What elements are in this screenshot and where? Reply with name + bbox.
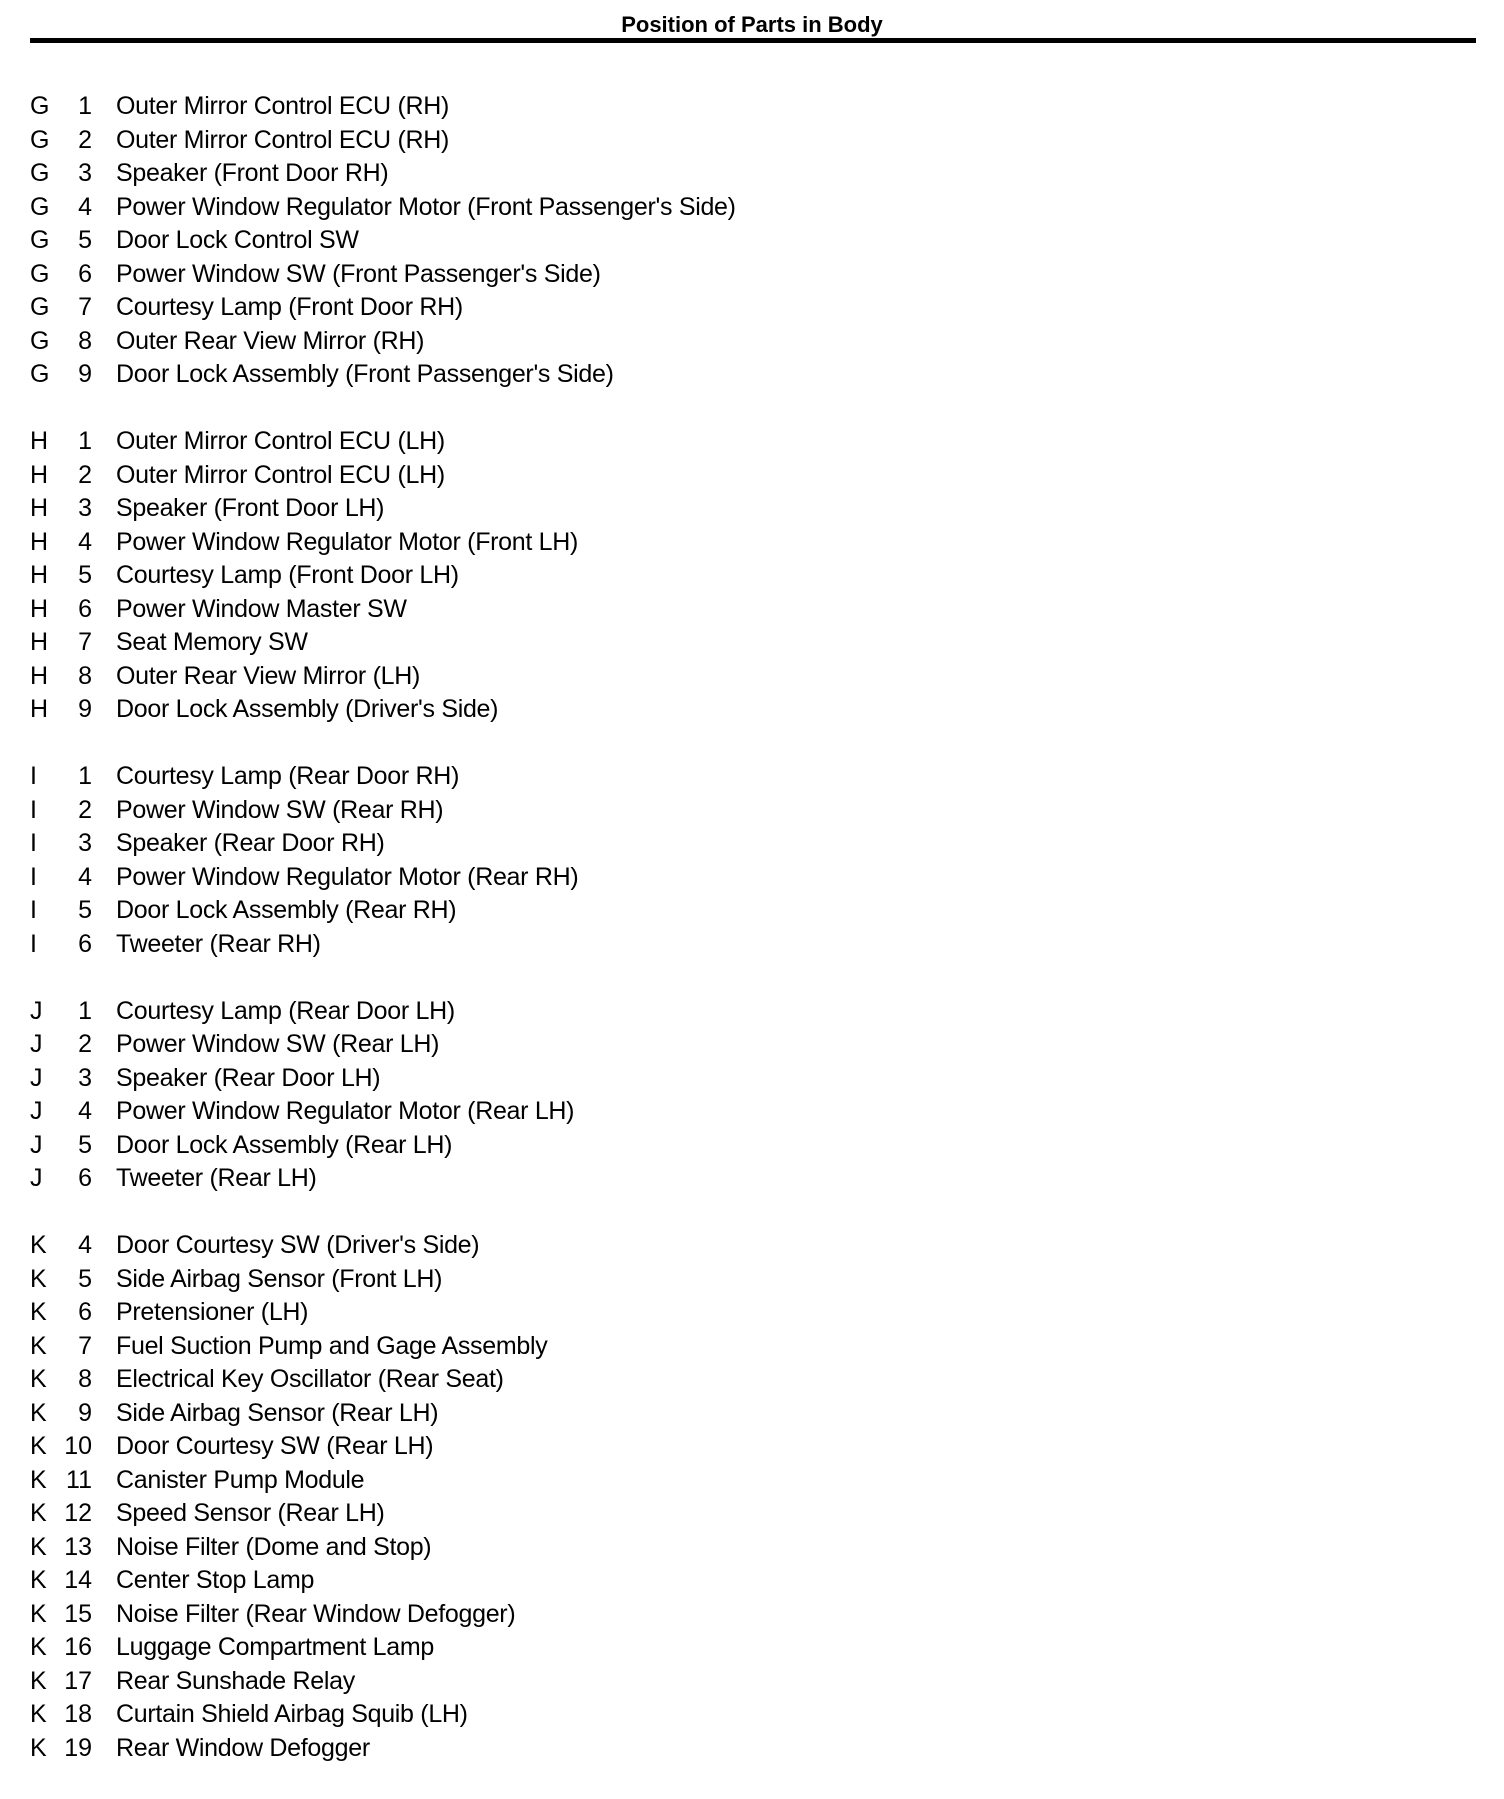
part-number: 1 bbox=[78, 762, 92, 790]
part-row bbox=[30, 760, 1470, 794]
title-divider bbox=[30, 38, 1476, 43]
part-number: 19 bbox=[64, 1733, 92, 1762]
part-description: Courtesy Lamp (Front Door LH) bbox=[116, 561, 459, 589]
part-location-code: G bbox=[30, 293, 50, 321]
part-location-code: K bbox=[30, 1566, 47, 1594]
part-row bbox=[30, 593, 1470, 627]
part-description: Power Window Regulator Motor (Rear LH) bbox=[116, 1097, 575, 1125]
part-description: Luggage Compartment Lamp bbox=[116, 1633, 434, 1661]
part-location-code: H bbox=[30, 594, 49, 623]
part-row bbox=[30, 1129, 1470, 1163]
part-row bbox=[30, 1162, 1470, 1196]
part-location-code: I bbox=[30, 795, 37, 824]
part-row bbox=[30, 492, 1470, 526]
part-number: 7 bbox=[78, 628, 92, 656]
part-location-code: I bbox=[30, 862, 37, 891]
part-row bbox=[30, 559, 1470, 593]
part-description: Courtesy Lamp (Rear Door LH) bbox=[116, 996, 455, 1025]
parts-group-j bbox=[30, 995, 1470, 1196]
part-number: 3 bbox=[78, 829, 92, 857]
part-description: Fuel Suction Pump and Gage Assembly bbox=[116, 1331, 548, 1360]
part-location-code: K bbox=[30, 1331, 47, 1360]
part-row bbox=[30, 124, 1470, 158]
part-number: 2 bbox=[78, 125, 92, 154]
part-row bbox=[30, 1363, 1470, 1397]
page-title: Position of Parts in Body bbox=[621, 12, 883, 37]
part-location-code: K bbox=[30, 1365, 47, 1393]
part-number: 8 bbox=[78, 326, 92, 355]
part-location-code: G bbox=[30, 360, 50, 388]
part-location-code: K bbox=[30, 1465, 47, 1494]
part-number: 8 bbox=[78, 1365, 92, 1393]
part-description: Power Window Regulator Motor (Front Passenger's Side) bbox=[116, 192, 736, 221]
part-location-code: G bbox=[30, 125, 50, 154]
parts-group-g bbox=[30, 90, 1470, 392]
part-row bbox=[30, 1665, 1470, 1699]
part-description: Outer Rear View Mirror (RH) bbox=[116, 326, 425, 355]
part-row bbox=[30, 1229, 1470, 1263]
part-number: 14 bbox=[64, 1566, 92, 1594]
part-row bbox=[30, 90, 1470, 124]
part-description: Power Window SW (Rear RH) bbox=[116, 795, 444, 824]
part-location-code: H bbox=[30, 460, 49, 489]
part-row bbox=[30, 827, 1470, 861]
part-description: Door Courtesy SW (Rear LH) bbox=[116, 1432, 434, 1460]
part-description: Speaker (Front Door LH) bbox=[116, 494, 385, 522]
part-location-code: H bbox=[30, 494, 49, 522]
part-row bbox=[30, 1296, 1470, 1330]
part-number: 9 bbox=[78, 695, 92, 723]
part-location-code: H bbox=[30, 527, 49, 556]
part-number: 2 bbox=[78, 460, 92, 489]
part-location-code: K bbox=[30, 1733, 47, 1762]
part-location-code: K bbox=[30, 1599, 47, 1628]
part-number: 4 bbox=[78, 1097, 92, 1125]
part-description: Power Window Regulator Motor (Front LH) bbox=[116, 527, 579, 556]
part-location-code: G bbox=[30, 92, 50, 120]
part-description: Courtesy Lamp (Rear Door RH) bbox=[116, 762, 460, 790]
part-row bbox=[30, 1062, 1470, 1096]
part-description: Courtesy Lamp (Front Door RH) bbox=[116, 293, 463, 321]
part-row bbox=[30, 191, 1470, 225]
part-row bbox=[30, 693, 1470, 727]
part-row bbox=[30, 1564, 1470, 1598]
part-location-code: J bbox=[30, 996, 43, 1025]
part-location-code: G bbox=[30, 326, 50, 355]
part-description: Door Lock Control SW bbox=[116, 226, 359, 254]
part-location-code: G bbox=[30, 259, 50, 288]
part-description: Door Lock Assembly (Front Passenger's Side) bbox=[116, 360, 614, 388]
part-location-code: I bbox=[30, 896, 37, 924]
part-location-code: K bbox=[30, 1432, 47, 1460]
part-row bbox=[30, 1397, 1470, 1431]
part-number: 9 bbox=[78, 1398, 92, 1427]
part-number: 3 bbox=[78, 494, 92, 522]
part-location-code: G bbox=[30, 192, 50, 221]
part-location-code: J bbox=[30, 1097, 43, 1125]
part-location-code: H bbox=[30, 661, 49, 690]
part-description: Side Airbag Sensor (Front LH) bbox=[116, 1264, 443, 1293]
part-location-code: K bbox=[30, 1666, 47, 1695]
part-row bbox=[30, 1698, 1470, 1732]
part-number: 4 bbox=[78, 1231, 92, 1259]
parts-group-h bbox=[30, 425, 1470, 727]
part-description: Seat Memory SW bbox=[116, 628, 308, 656]
part-row bbox=[30, 995, 1470, 1029]
part-number: 11 bbox=[66, 1465, 92, 1494]
part-number: 5 bbox=[78, 896, 92, 924]
part-description: Outer Mirror Control ECU (RH) bbox=[116, 125, 449, 154]
part-location-code: K bbox=[30, 1231, 47, 1259]
part-description: Electrical Key Oscillator (Rear Seat) bbox=[116, 1365, 504, 1393]
part-row bbox=[30, 459, 1470, 493]
part-row bbox=[30, 1598, 1470, 1632]
part-number: 5 bbox=[78, 1130, 92, 1159]
part-location-code: J bbox=[30, 1164, 43, 1192]
part-number: 15 bbox=[64, 1599, 92, 1628]
part-number: 13 bbox=[64, 1532, 92, 1561]
part-row bbox=[30, 157, 1470, 191]
part-number: 9 bbox=[78, 360, 92, 388]
part-location-code: K bbox=[30, 1298, 47, 1326]
part-location-code: H bbox=[30, 695, 49, 723]
part-location-code: I bbox=[30, 929, 37, 958]
part-location-code: K bbox=[30, 1398, 47, 1427]
part-row bbox=[30, 526, 1470, 560]
part-number: 2 bbox=[78, 1030, 92, 1058]
part-row bbox=[30, 1497, 1470, 1531]
part-row bbox=[30, 861, 1470, 895]
part-row bbox=[30, 1330, 1470, 1364]
part-description: Rear Sunshade Relay bbox=[116, 1666, 355, 1695]
part-location-code: K bbox=[30, 1700, 47, 1728]
part-description: Tweeter (Rear LH) bbox=[116, 1164, 317, 1192]
part-description: Outer Mirror Control ECU (RH) bbox=[116, 92, 449, 120]
part-number: 6 bbox=[78, 929, 92, 958]
part-row bbox=[30, 660, 1470, 694]
part-location-code: G bbox=[30, 226, 50, 254]
part-row bbox=[30, 1028, 1470, 1062]
part-location-code: H bbox=[30, 628, 49, 656]
part-number: 7 bbox=[78, 293, 92, 321]
part-number: 1 bbox=[78, 92, 92, 120]
part-number: 6 bbox=[78, 594, 92, 623]
part-number: 17 bbox=[64, 1666, 92, 1695]
part-description: Center Stop Lamp bbox=[116, 1566, 315, 1594]
part-location-code: J bbox=[30, 1130, 43, 1159]
part-number: 4 bbox=[78, 527, 92, 556]
part-number: 6 bbox=[78, 1298, 92, 1326]
part-row bbox=[30, 224, 1470, 258]
part-description: Door Courtesy SW (Driver's Side) bbox=[116, 1231, 480, 1259]
part-location-code: I bbox=[30, 829, 37, 857]
part-location-code: K bbox=[30, 1532, 47, 1561]
part-number: 3 bbox=[78, 1063, 92, 1092]
part-number: 6 bbox=[78, 259, 92, 288]
part-number: 18 bbox=[64, 1700, 92, 1728]
part-description: Curtain Shield Airbag Squib (LH) bbox=[116, 1700, 468, 1728]
part-row bbox=[30, 894, 1470, 928]
part-description: Speaker (Rear Door LH) bbox=[116, 1063, 381, 1092]
part-description: Outer Mirror Control ECU (LH) bbox=[116, 460, 445, 489]
part-location-code: H bbox=[30, 561, 49, 589]
part-row bbox=[30, 928, 1470, 962]
parts-list bbox=[30, 90, 1470, 1799]
part-number: 16 bbox=[64, 1633, 92, 1661]
part-row bbox=[30, 358, 1470, 392]
part-location-code: J bbox=[30, 1063, 43, 1092]
part-description: Outer Mirror Control ECU (LH) bbox=[116, 427, 445, 455]
part-description: Door Lock Assembly (Rear LH) bbox=[116, 1130, 453, 1159]
part-row bbox=[30, 258, 1470, 292]
part-description: Pretensioner (LH) bbox=[116, 1298, 309, 1326]
part-row bbox=[30, 1464, 1470, 1498]
parts-group-i bbox=[30, 760, 1470, 961]
part-number: 8 bbox=[78, 661, 92, 690]
part-number: 5 bbox=[78, 226, 92, 254]
part-number: 10 bbox=[64, 1432, 92, 1460]
part-description: Noise Filter (Rear Window Defogger) bbox=[116, 1599, 516, 1628]
part-description: Power Window Master SW bbox=[116, 594, 407, 623]
part-location-code: K bbox=[30, 1633, 47, 1661]
part-location-code: K bbox=[30, 1264, 47, 1293]
part-description: Canister Pump Module bbox=[116, 1465, 365, 1494]
part-description: Noise Filter (Dome and Stop) bbox=[116, 1532, 432, 1561]
part-location-code: K bbox=[30, 1499, 47, 1527]
part-description: Tweeter (Rear RH) bbox=[116, 929, 321, 958]
part-description: Power Window SW (Rear LH) bbox=[116, 1030, 440, 1058]
part-row bbox=[30, 1095, 1470, 1129]
part-description: Power Window Regulator Motor (Rear RH) bbox=[116, 862, 579, 891]
part-number: 6 bbox=[78, 1164, 92, 1192]
part-row bbox=[30, 1732, 1470, 1766]
part-row bbox=[30, 1430, 1470, 1464]
part-location-code: G bbox=[30, 159, 50, 187]
part-number: 2 bbox=[78, 795, 92, 824]
part-row bbox=[30, 1263, 1470, 1297]
part-location-code: I bbox=[30, 762, 37, 790]
part-description: Outer Rear View Mirror (LH) bbox=[116, 661, 420, 690]
part-row bbox=[30, 1531, 1470, 1565]
part-description: Speaker (Rear Door RH) bbox=[116, 829, 385, 857]
part-row bbox=[30, 325, 1470, 359]
part-description: Power Window SW (Front Passenger's Side) bbox=[116, 259, 601, 288]
part-row bbox=[30, 1631, 1470, 1665]
part-number: 5 bbox=[78, 561, 92, 589]
part-location-code: J bbox=[30, 1030, 43, 1058]
part-number: 1 bbox=[78, 427, 92, 455]
part-number: 1 bbox=[78, 996, 92, 1025]
part-number: 12 bbox=[64, 1499, 92, 1527]
part-number: 4 bbox=[78, 862, 92, 891]
part-row bbox=[30, 626, 1470, 660]
part-location-code: H bbox=[30, 427, 49, 455]
part-description: Speed Sensor (Rear LH) bbox=[116, 1499, 385, 1527]
part-description: Door Lock Assembly (Driver's Side) bbox=[116, 695, 499, 723]
part-number: 7 bbox=[78, 1331, 92, 1360]
part-number: 5 bbox=[78, 1264, 92, 1293]
parts-group-k bbox=[30, 1229, 1470, 1765]
part-number: 4 bbox=[78, 192, 92, 221]
part-row bbox=[30, 291, 1470, 325]
part-description: Door Lock Assembly (Rear RH) bbox=[116, 896, 457, 924]
part-description: Speaker (Front Door RH) bbox=[116, 159, 389, 187]
part-row bbox=[30, 794, 1470, 828]
part-description: Side Airbag Sensor (Rear LH) bbox=[116, 1398, 439, 1427]
part-row bbox=[30, 425, 1470, 459]
part-description: Rear Window Defogger bbox=[116, 1733, 370, 1762]
part-number: 3 bbox=[78, 159, 92, 187]
